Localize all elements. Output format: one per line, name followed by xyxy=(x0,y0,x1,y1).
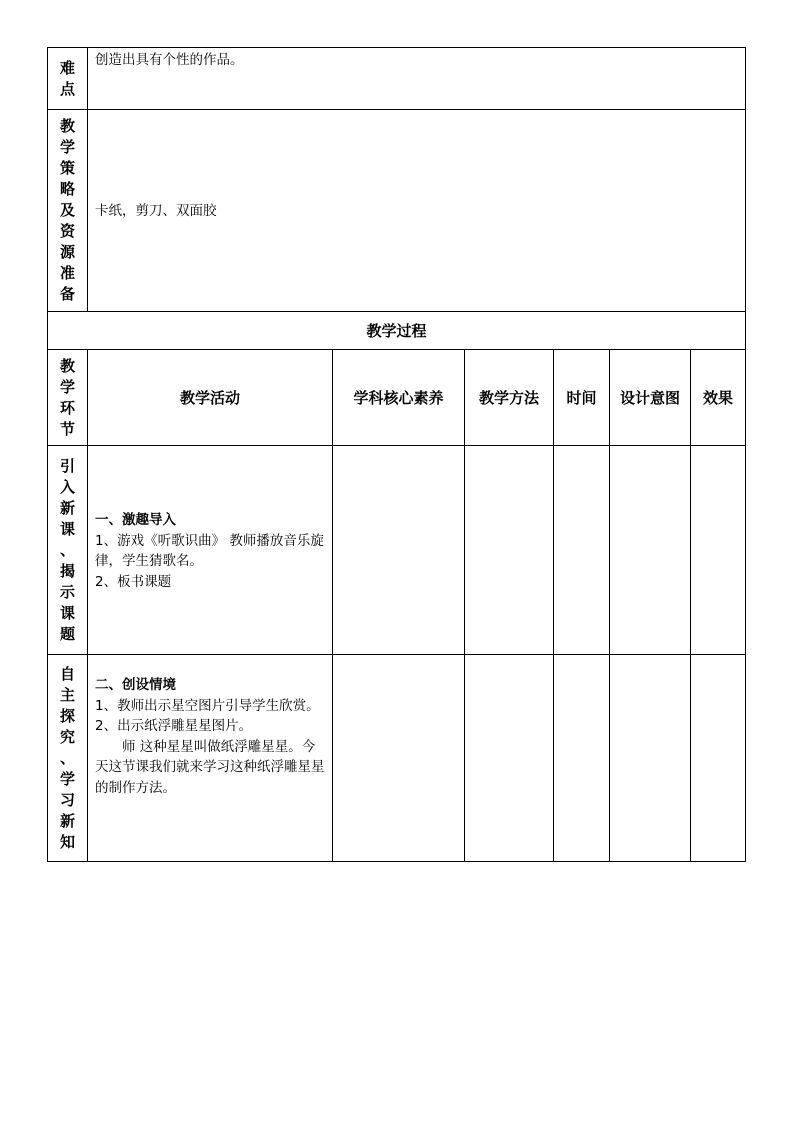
effect-cell xyxy=(691,655,746,862)
activity-cell xyxy=(88,446,333,655)
time-cell xyxy=(554,446,610,655)
process-title: 教学过程 xyxy=(48,312,746,350)
method-cell xyxy=(465,655,554,862)
strategy-row xyxy=(48,110,746,312)
intent-column-header: 设计意图 xyxy=(610,350,691,446)
stage-column-header xyxy=(48,350,88,446)
stage-cell xyxy=(48,655,88,862)
activity-indent-line: 师 这种星星叫做纸浮雕星星。今天这节课我们就来学习这种纸浮雕星星的制作方法。 xyxy=(95,738,325,796)
activity-column-header: 教学活动 xyxy=(88,350,333,446)
table-header-row xyxy=(48,350,746,446)
activity-line: 2、出示纸浮雕星星图片。 xyxy=(95,718,253,734)
stage-label: 自 主 探 究 、 学 习 新 知 xyxy=(59,664,75,851)
stage-header-label: 教 学 环 节 xyxy=(59,356,75,438)
method-cell xyxy=(465,446,554,655)
difficulty-content-cell xyxy=(88,48,746,110)
literacy-cell xyxy=(333,446,465,655)
activity-line: 2、板书课题 xyxy=(95,573,172,590)
intent-cell xyxy=(610,655,691,862)
time-cell xyxy=(554,655,610,862)
method-column-header: 教学方法 xyxy=(465,350,554,446)
activity-heading: 二、创设情境 xyxy=(95,677,176,693)
difficulty-label: 难 点 xyxy=(59,58,75,98)
difficulty-row xyxy=(48,48,746,110)
difficulty-content: 创造出具有个性的作品。 xyxy=(95,52,244,68)
table-row xyxy=(48,655,746,862)
stage-label: 引 入 新 课 、 揭 示 课 题 xyxy=(59,456,75,643)
effect-cell xyxy=(691,446,746,655)
difficulty-label-cell xyxy=(48,48,88,110)
strategy-label-cell xyxy=(48,110,88,312)
effect-column-header: 效果 xyxy=(691,350,746,446)
table-row xyxy=(48,446,746,655)
activity-heading: 一、激趣导入 xyxy=(95,512,176,528)
strategy-label: 教 学 策 略 及 资 源 准 备 xyxy=(59,117,75,303)
activity-line: 1、教师出示星空图片引导学生欣赏。 xyxy=(95,697,320,714)
intent-cell xyxy=(610,446,691,655)
process-title-row xyxy=(48,312,746,350)
stage-cell xyxy=(48,446,88,655)
literacy-column-header: 学科核心素养 xyxy=(333,350,465,446)
activity-line: 1、游戏《听歌识曲》 教师播放音乐旋律，学生猜歌名。 xyxy=(95,532,324,569)
strategy-content-cell xyxy=(88,110,746,312)
activity-cell xyxy=(88,655,333,862)
time-column-header: 时间 xyxy=(554,350,610,446)
lesson-plan-table xyxy=(47,47,746,862)
strategy-content: 卡纸，剪刀、双面胶 xyxy=(95,203,217,220)
literacy-cell xyxy=(333,655,465,862)
